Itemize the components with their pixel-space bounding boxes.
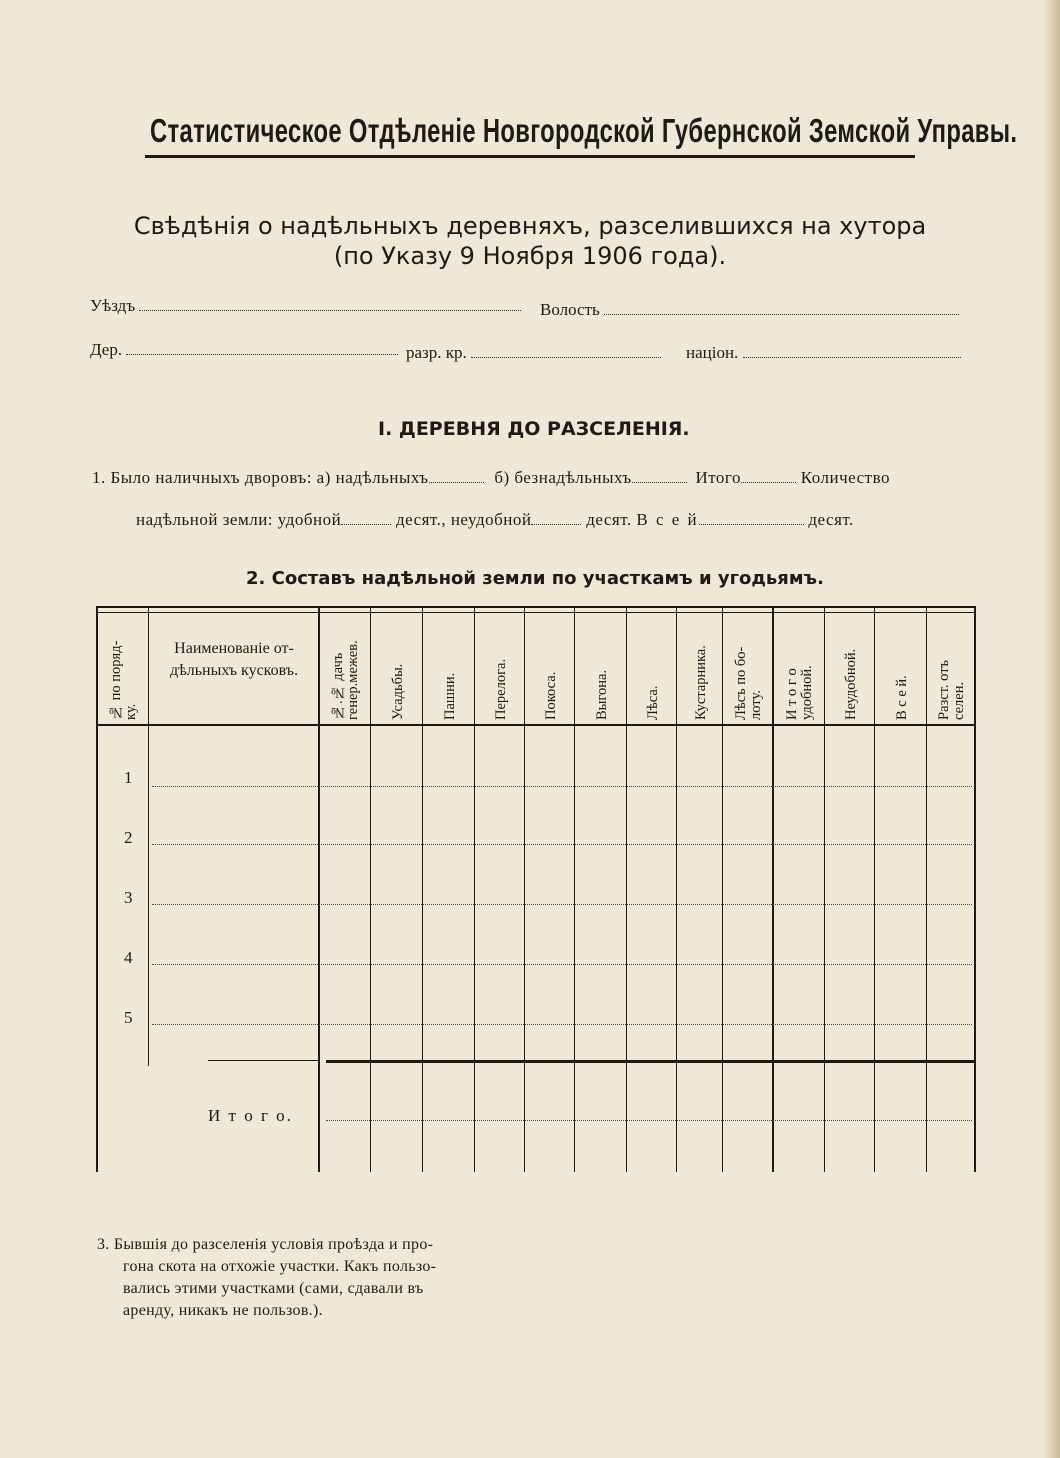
field-razr-blank[interactable] [471,345,661,358]
item1-neudobnoy-label: десят., неудобной [395,510,532,529]
table-column-line [370,606,371,1172]
land-composition-table [96,606,976,1172]
total-separator-rule [326,1060,976,1063]
column-header: И т о г о удобной. [784,665,815,720]
column-header: Лѣсъ по бо- лоту. [733,646,764,720]
header-underline [145,155,915,158]
column-header: Кустарника. [692,645,709,720]
field-nation [686,343,961,363]
item1-total-blank[interactable] [741,470,796,483]
form-title-line2: (по Указу 9 Ноября 1906 года). [333,242,727,270]
item1-total-label: Итого [695,468,741,487]
field-derevnya [90,340,398,360]
field-razr [406,343,661,363]
item1-b-label: б) безнадѣльныхъ [494,468,632,487]
section3-paragraph [97,1234,436,1322]
column-header: №.№ дачъ генер.межев. [330,640,361,720]
item1-vsey-label: В с е й [636,510,699,529]
row-dotted-line [152,1024,972,1025]
column-header: Усадьбы. [389,663,406,720]
column-header: Перелога. [492,658,509,720]
table-column-line [318,606,320,1172]
item1-udobnoy-blank[interactable] [341,512,391,525]
field-nation-label: націон. [686,343,739,362]
item1-b-blank[interactable] [632,470,687,483]
row-number: 3 [124,888,133,907]
item1-desyat-end-label: десят. [808,510,854,529]
section2-heading: 2. Составъ надѣльной земли по участкамъ и угодьямъ. [246,568,824,589]
field-volost [540,300,959,320]
column-header: В с е й. [893,675,910,720]
table-column-line [524,606,525,1172]
page-edge [1044,0,1060,1458]
item1-desyat-label: десят. [586,510,632,529]
table-header-rule [96,724,976,726]
row-dotted-line [152,904,972,905]
field-derevnya-blank[interactable] [126,342,398,355]
table-column-line [676,606,677,1172]
row-dotted-line [152,786,972,787]
organization-header: Статистическое Отдѣленіе Новгородской Губернской Земской Управы. [150,112,1018,149]
item1-a-blank[interactable] [429,470,484,483]
table-top-rule [96,606,976,608]
item1-udobnoy-label: надѣльной земли: удобной [136,510,342,529]
field-volost-label: Волость [540,300,600,319]
table-column-line [974,606,976,1172]
table-column-line [824,606,825,1172]
section3-line: вались этими участками (сами, сдавали въ [123,1280,424,1297]
section1-item1-line2 [136,510,854,530]
table-column-line [626,606,627,1172]
item1-a-label: Было наличныхъ дворовъ: а) надѣльныхъ [110,468,429,487]
field-uezd-label: Уѣздъ [90,296,136,315]
section3-line: аренду, никакъ не пользов.). [123,1302,323,1319]
total-separator-left [208,1060,318,1061]
item1-number: 1. [92,468,106,487]
row-dotted-line [152,964,972,965]
table-top-rule-thin [96,612,976,613]
field-derevnya-label: Дер. [90,340,123,359]
row-number: 2 [124,828,133,847]
total-row-dotted-line [326,1120,972,1121]
row-number: 4 [124,948,133,967]
table-column-line [96,606,98,1172]
section1-heading: I. ДЕРЕВНЯ ДО РАЗСЕЛЕНІЯ. [378,418,690,440]
table-column-line [474,606,475,1172]
column-header: Лѣса. [644,685,661,720]
total-row-label: И т о г о. [208,1106,293,1125]
table-column-line [926,606,927,1172]
table-column-line [874,606,875,1172]
table-column-line [772,606,774,1172]
field-uezd [90,296,521,316]
form-title-line1: Свѣдѣнія о надѣльныхъ деревняхъ, разселившихся на хутора [133,212,927,240]
section3-line: гона скота на отхожіе участки. Какъ пользо- [123,1258,437,1275]
column-header: Неудобной. [842,648,859,720]
column-header: № по поряд- ку. [108,640,139,720]
table-column-line [422,606,423,1172]
table-column-line [148,606,149,1066]
field-uezd-blank[interactable] [139,298,521,311]
field-volost-blank[interactable] [604,302,959,315]
item1-neudobnoy-blank[interactable] [531,512,581,525]
table-column-line [574,606,575,1172]
column-header: Покоса. [542,671,559,720]
section1-item1-line1 [92,468,890,488]
item1-qty-label: Количество [800,468,890,487]
row-number: 5 [124,1008,133,1027]
column-header: Пашни. [441,672,458,720]
section3-line: 3. Бывшія до разселенія условія проѣзда и про- [97,1236,434,1253]
column-header-name: Наименованіе от- дѣльныхъ кусковъ. [169,640,299,679]
row-dotted-line [152,844,972,845]
table-column-line [722,606,723,1172]
row-number: 1 [124,768,133,787]
column-header: Разст. отъ селен. [936,659,967,720]
field-nation-blank[interactable] [743,345,961,358]
column-header: Выгона. [593,669,610,720]
field-razr-label: разр. кр. [406,343,467,362]
item1-vsey-blank[interactable] [699,512,804,525]
